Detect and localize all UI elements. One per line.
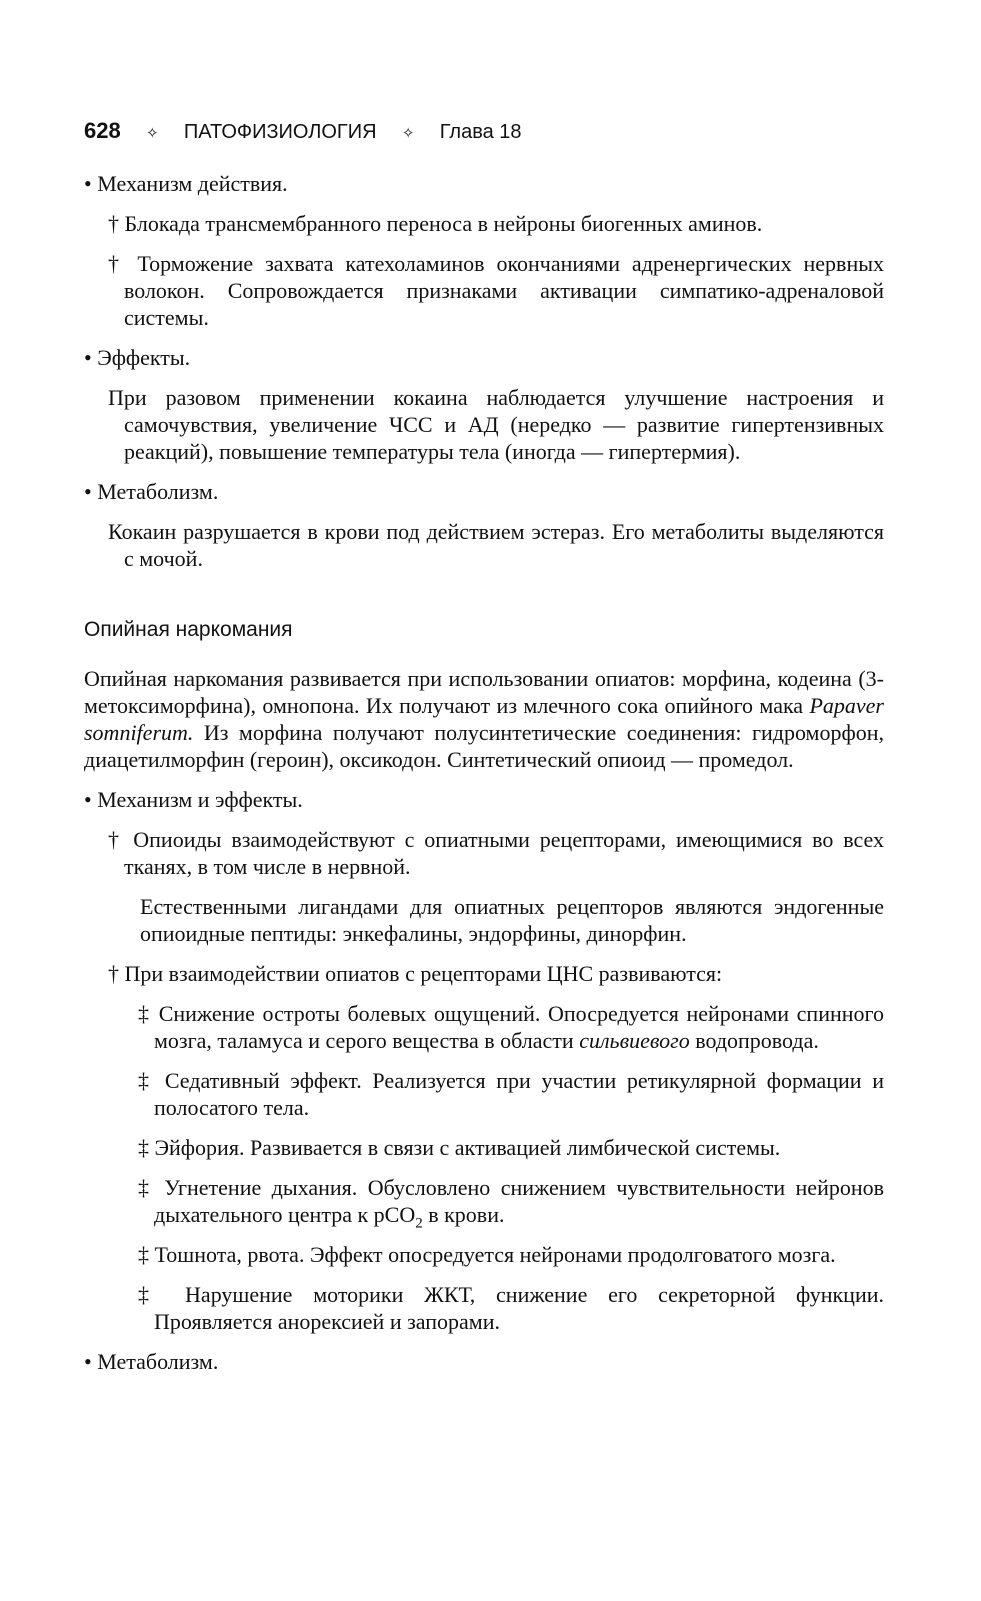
cocaine-mechanism-item-1: † Блокада трансмембранного переноса в нейроны биогенных аминов. [108, 211, 763, 236]
opiate-effect-4-part-1: ‡ Угнетение дыхания. Обусловлено снижением чувствительности нейронов дыхательного центра к pCO [138, 1175, 884, 1227]
opiate-effect-1-part-1: ‡ Снижение остроты болевых ощущений. Опосредуется нейронами спинного мозга, таламуса и серого вещества в области [138, 1001, 884, 1053]
opiate-effect-4-subscript: 2 [415, 1215, 423, 1232]
opiate-metabolism-title: • Метаболизм. [84, 1349, 219, 1374]
cocaine-effects-title: • Эффекты. [84, 345, 191, 370]
section-heading-opiate: Опийная наркомания [84, 618, 293, 641]
cocaine-metabolism-text: Кокаин разрушается в крови под действием эстераз. Его метаболиты выделяются с мочой. [108, 519, 884, 571]
opiate-effect-4 [84, 1174, 884, 1232]
cocaine-mechanism-item-2: † Торможение захвата катехоламинов окончаниями адренергических нервных волокон. Сопровождается признаками активации симпатико-адреналовой системы. [108, 251, 884, 330]
opiate-mechanism-note: Естественными лигандами для опиатных рецепторов являются эндогенные опиоидные пептиды: энкефалины, эндорфины, динорфин. [140, 894, 884, 946]
cocaine-mechanism-title: • Механизм действия. [84, 171, 288, 196]
separator-diamond-icon: ✧ [401, 125, 415, 142]
separator-diamond-icon: ✧ [145, 125, 159, 142]
opiate-mechanism-title: • Механизм и эффекты. [84, 787, 303, 812]
opiate-intro-part-1: Опийная наркомания развивается при использовании опиатов: морфина, кодеина (3-метоксиморфина), омнопона. Их получают из млечного сока опийного мака [84, 666, 884, 718]
cocaine-effects-text: При разовом применении кокаина наблюдается улучшение настроения и самочувствия, увеличение ЧСС и АД (нередко — развитие гипертензивных реакций), повышение температуры тела (иногда — гипертермия). [108, 385, 884, 464]
opiate-intro-part-2: Из морфина получают полусинтетические соединения: гидроморфон, диацетилморфин (героин), оксикодон. Синтетический опиоид — промедол. [84, 720, 884, 772]
opiate-mechanism-item-1: † Опиоиды взаимодействуют с опиатными рецепторами, имеющимися во всех тканях, в том числе в нервной. [108, 827, 884, 879]
latin-name: Papaver somniferum. [84, 693, 884, 745]
opiate-effect-2: ‡ Седативный эффект. Реализуется при участии ретикулярной формации и полосатого тела. [138, 1068, 884, 1120]
running-header [84, 118, 522, 147]
opiate-effect-1 [84, 1000, 884, 1054]
opiate-effect-1-italic: сильвиевого [579, 1028, 690, 1053]
opiate-mechanism-item-2: † При взаимодействии опиатов с рецепторами ЦНС развиваются: [108, 961, 723, 986]
page-number: 628 [84, 118, 121, 143]
chapter-label: Глава 18 [439, 121, 522, 143]
book-title: ПАТОФИЗИОЛОГИЯ [183, 121, 377, 143]
opiate-effect-3: ‡ Эйфория. Развивается в связи с активацией лимбической системы. [138, 1135, 781, 1160]
opiate-effect-6: ‡ Нарушение моторики ЖКТ, снижение его секреторной функции. Проявляется анорексией и запорами. [138, 1282, 884, 1334]
cocaine-metabolism-title: • Метаболизм. [84, 479, 219, 504]
opiate-effect-1-part-2: водопровода. [689, 1028, 819, 1053]
page-content [84, 170, 884, 1388]
opiate-effect-4-part-2: в крови. [422, 1202, 505, 1227]
opiate-effect-5: ‡ Тошнота, рвота. Эффект опосредуется нейронами продолговатого мозга. [138, 1242, 836, 1267]
opiate-intro [84, 665, 884, 773]
